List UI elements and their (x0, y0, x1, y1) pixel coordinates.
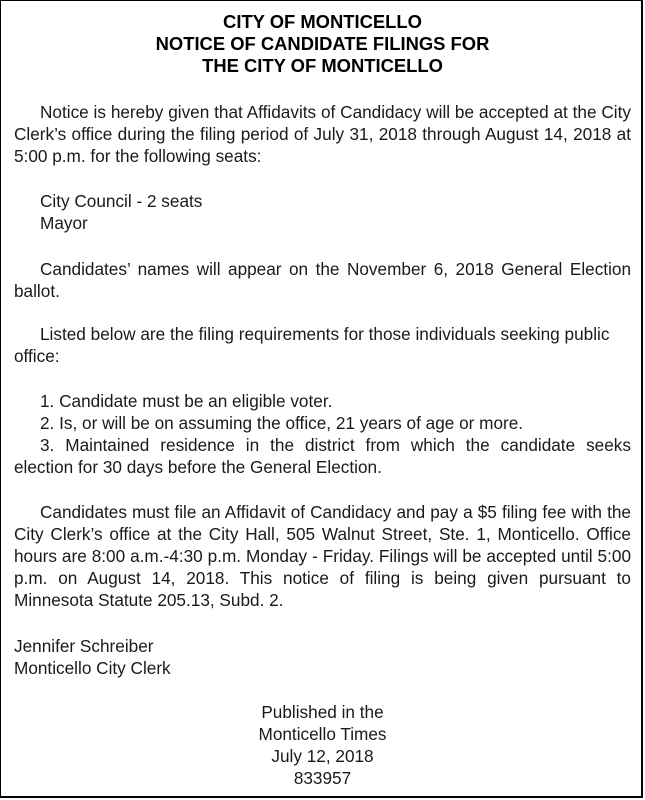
title-line-1: CITY OF MONTICELLO (223, 11, 422, 32)
requirement-item: 2. Is, or will be on assuming the office, 21 years of age or more. (40, 413, 524, 433)
title-line-3: THE CITY OF MONTICELLO (202, 55, 443, 76)
publication-line-1: Published in the (261, 702, 384, 722)
publication-line-2: Monticello Times (258, 724, 387, 744)
filing-details-paragraph (14, 501, 631, 611)
ballot-paragraph (14, 258, 631, 302)
requirements-intro-text: Listed below are the filing requirements for those individuals seeking public office: (14, 324, 610, 366)
seat-item: City Council - 2 seats (40, 191, 203, 211)
requirements-list (14, 390, 631, 478)
title-line-2: NOTICE OF CANDIDATE FILINGS FOR (155, 33, 490, 54)
signer-role: Monticello City Clerk (14, 658, 171, 678)
intro-paragraph (14, 101, 631, 167)
intro-text: Notice is hereby given that Affidavits of Candidacy will be accepted at the City Clerk’s office during the filing period of July 31, 2018 through August 14, 2018 at 5:00 p.m. for the following seats: (14, 102, 631, 166)
seats-list (14, 190, 631, 234)
filing-details-text: Candidates must file an Affidavit of Candidacy and pay a $5 filing fee with the City Clerk’s office at the City Hall, 505 Walnut Street, Ste. 1, Monticello. Office hours are 8:00 a.m.-4:30 p.m. Monday - Friday. Filings will be accepted until 5:00 p.m. on August 14, 2018. This notice of filing is being given pursuant to Minnesota Statute 205.13, Subd. 2. (14, 502, 631, 610)
publication-date: July 12, 2018 (271, 746, 374, 766)
seat-item: Mayor (40, 213, 88, 233)
requirement-item: 3. Maintained residence in the district from which the candidate seeks election for 30 days before the General Election. (14, 435, 631, 477)
requirements-intro-paragraph (14, 323, 631, 367)
publication-info (1, 701, 644, 789)
notice-title (1, 11, 644, 77)
publication-id: 833957 (293, 768, 352, 788)
signer-name: Jennifer Schreiber (14, 636, 154, 656)
ballot-text: Candidates’ names will appear on the November 6, 2018 General Election ballot. (14, 259, 631, 301)
signature-block (14, 635, 631, 679)
requirement-item: 1. Candidate must be an eligible voter. (40, 391, 333, 411)
